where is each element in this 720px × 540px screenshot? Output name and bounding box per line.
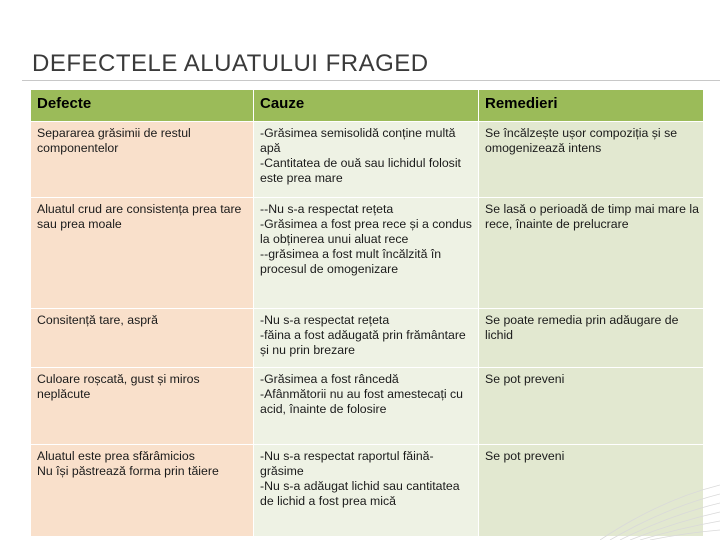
- title-divider: [22, 80, 720, 81]
- table-row: [31, 122, 704, 198]
- cause-cell: [254, 198, 479, 309]
- cause-cell: [254, 122, 479, 198]
- table-row: [31, 368, 704, 445]
- defect-line: Nu își păstrează forma prin tăiere: [37, 464, 219, 478]
- cause-line: --Nu s-a respectat rețeta: [260, 202, 394, 216]
- slide-title: DEFECTELE ALUATULUI FRAGED: [32, 50, 429, 77]
- header-cauze: Cauze: [254, 90, 479, 122]
- cause-line: -Nu s-a respectat raportul făină-grăsime: [260, 449, 434, 478]
- defect-cell: Separarea grăsimii de restul componentelor: [31, 122, 254, 198]
- table-header-row: [31, 90, 704, 122]
- header-defecte: Defecte: [31, 90, 254, 122]
- defect-cell: Culoare roșcată, gust și miros neplăcute: [31, 368, 254, 445]
- remedy-cell: Se încălzește ușor compoziția și se omogenizează intens: [479, 122, 704, 198]
- defect-line: Aluatul este prea sfărâmicios: [37, 449, 195, 463]
- cause-line: -Nu s-a adăugat lichid sau cantitatea de lichid a fost prea mică: [260, 479, 460, 508]
- defects-table: [30, 89, 704, 537]
- cause-line: -făina a fost adăugată prin frământare și nu prin brezare: [260, 328, 466, 357]
- cause-cell: [254, 368, 479, 445]
- defect-cell: Aluatul crud are consistența prea tare sau prea moale: [31, 198, 254, 309]
- cause-line: -Grăsimea a fost prea rece și a condus la obținerea unui aluat rece: [260, 217, 472, 246]
- table-row: [31, 309, 704, 368]
- decorative-corner-lines: [600, 480, 720, 540]
- cause-cell: [254, 309, 479, 368]
- cause-line: --grăsimea a fost mult încălzită în procesul de omogenizare: [260, 247, 442, 276]
- remedy-cell: Se poate remedia prin adăugare de lichid: [479, 309, 704, 368]
- header-remedieri: Remedieri: [479, 90, 704, 122]
- defect-cell: [31, 445, 254, 537]
- remedy-cell: Se lasă o perioadă de timp mai mare la rece, înainte de prelucrare: [479, 198, 704, 309]
- table-row: [31, 198, 704, 309]
- cause-line: -Cantitatea de ouă sau lichidul folosit este prea mare: [260, 156, 461, 185]
- cause-line: -Grăsimea semisolidă conține multă apă: [260, 126, 456, 155]
- remedy-cell: Se pot preveni: [479, 368, 704, 445]
- cause-line: -Grăsimea a fost râncedă: [260, 372, 399, 386]
- cause-line: -Afânmătorii nu au fost amestecați cu acid, înainte de folosire: [260, 387, 463, 416]
- remedy-cell: Se pot preveni: [479, 445, 704, 537]
- cause-cell: [254, 445, 479, 537]
- cause-line: -Nu s-a respectat rețeta: [260, 313, 390, 327]
- defect-cell: Consitență tare, aspră: [31, 309, 254, 368]
